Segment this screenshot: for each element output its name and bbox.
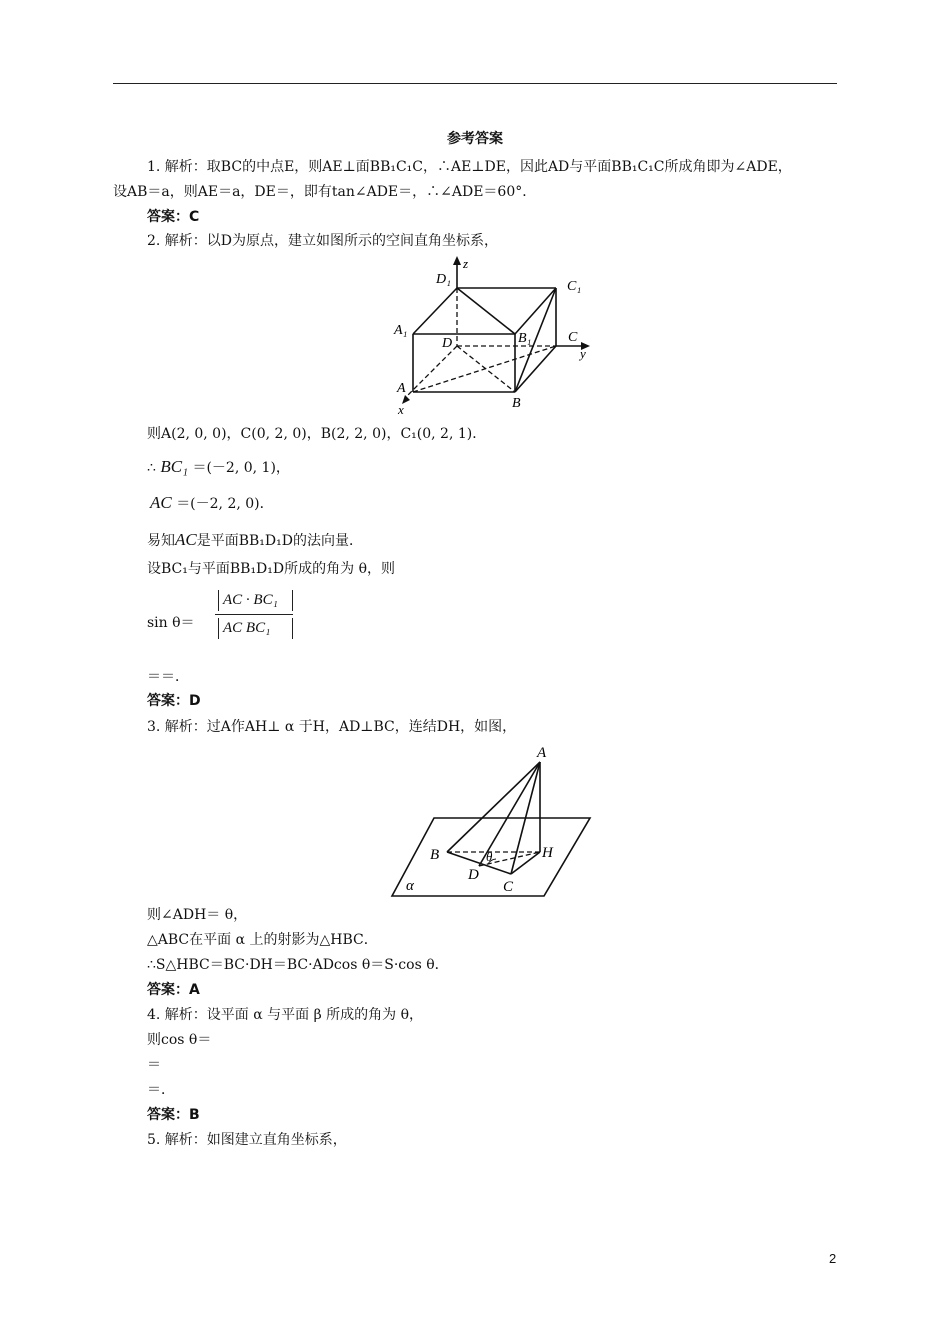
label-B: B <box>512 396 521 411</box>
fraction-numerator: AC · BC₁ <box>218 590 293 611</box>
q4-line3: ＝ <box>147 1057 161 1073</box>
q4-answer: 答案：B <box>147 1107 200 1123</box>
sin-label: sin θ＝ <box>147 615 195 631</box>
vector-ac-normal: AC <box>175 530 197 549</box>
fig2-label-alpha: α <box>406 878 414 894</box>
q3-line3: △ABC在平面 α 上的射影为△HBC． <box>147 932 378 948</box>
label-C1: C₁ <box>567 279 582 294</box>
fig2-label-H: H <box>542 845 553 861</box>
q1-line1: 1. 解析：取BC的中点E，则AE⊥面BB₁C₁C，∴AE⊥DE，因此AD与平面BB₁C₁C所成角即为∠ADE， <box>147 159 792 175</box>
label-D1: D₁ <box>436 272 451 287</box>
q5-line1: 5. 解析：如图建立直角坐标系， <box>147 1132 347 1148</box>
therefore-symbol: ∴ <box>147 460 156 476</box>
header-rule <box>113 83 837 84</box>
q2-vector-ac <box>150 494 274 513</box>
vector-bc1: BC₁ <box>160 457 189 476</box>
q2-angle-def: 设BC₁与平面BB₁D₁D所成的角为 θ，则 <box>147 561 396 577</box>
vector-ac-value: ＝(－2, 2, 0)． <box>176 496 274 512</box>
q2-answer: 答案：D <box>147 693 201 709</box>
q3-line2: 则∠ADH＝ θ， <box>147 907 248 923</box>
page-title: 参考答案 <box>447 131 503 147</box>
cuboid-coordinate-figure <box>390 252 600 422</box>
fig2-label-theta: θ <box>486 849 493 864</box>
fig2-label-C: C <box>503 879 514 895</box>
q2-coords: 则A(2, 0, 0)，C(0, 2, 0)，B(2, 2, 0)，C₁(0, 2, 1)． <box>147 426 487 442</box>
q4-line1: 4. 解析：设平面 α 与平面 β 所成的角为 θ， <box>147 1007 424 1023</box>
label-A1: A₁ <box>394 323 408 338</box>
label-z: z <box>463 256 469 271</box>
label-D: D <box>442 336 453 351</box>
q2-result: ＝＝． <box>147 669 189 685</box>
fraction-denominator: AC BC₁ <box>218 618 293 639</box>
vector-bc1-value: ＝(－2, 0, 1)， <box>192 460 290 476</box>
page-number: 2 <box>829 1251 837 1266</box>
label-B1: B₁ <box>518 331 532 346</box>
q1-answer: 答案：C <box>147 209 200 225</box>
q4-line2: 则cos θ＝ <box>147 1032 212 1048</box>
q2-vector-bc1 <box>147 458 290 477</box>
fig2-label-B: B <box>430 847 440 863</box>
q3-line4: ∴S△HBC＝BC·DH＝BC·ADcos θ＝S·cos θ． <box>147 957 449 973</box>
q2-line1: 2. 解析：以D为原点，建立如图所示的空间直角坐标系， <box>147 233 499 249</box>
projection-figure <box>388 740 598 902</box>
fig2-label-D: D <box>468 867 479 883</box>
label-x: x <box>398 402 404 417</box>
label-A: A <box>397 381 406 396</box>
label-y: y <box>580 346 586 361</box>
sin-fraction <box>215 590 293 639</box>
q3-answer: 答案：A <box>147 982 200 998</box>
label-C: C <box>568 330 578 345</box>
normal-suffix: 是平面BB₁D₁D的法向量． <box>196 533 363 549</box>
vector-ac: AC <box>150 493 172 512</box>
fig2-label-A: A <box>537 745 547 761</box>
q1-line2: 设AB＝a，则AE＝a，DE＝，即有tan∠ADE＝，∴∠ADE＝60°． <box>113 184 537 200</box>
q3-line1: 3. 解析：过A作AH⊥ α 于H，AD⊥BC，连结DH，如图， <box>147 719 517 735</box>
q2-normal-vector <box>147 531 363 550</box>
normal-prefix: 易知 <box>147 533 175 549</box>
q4-line4: ＝． <box>147 1082 175 1098</box>
